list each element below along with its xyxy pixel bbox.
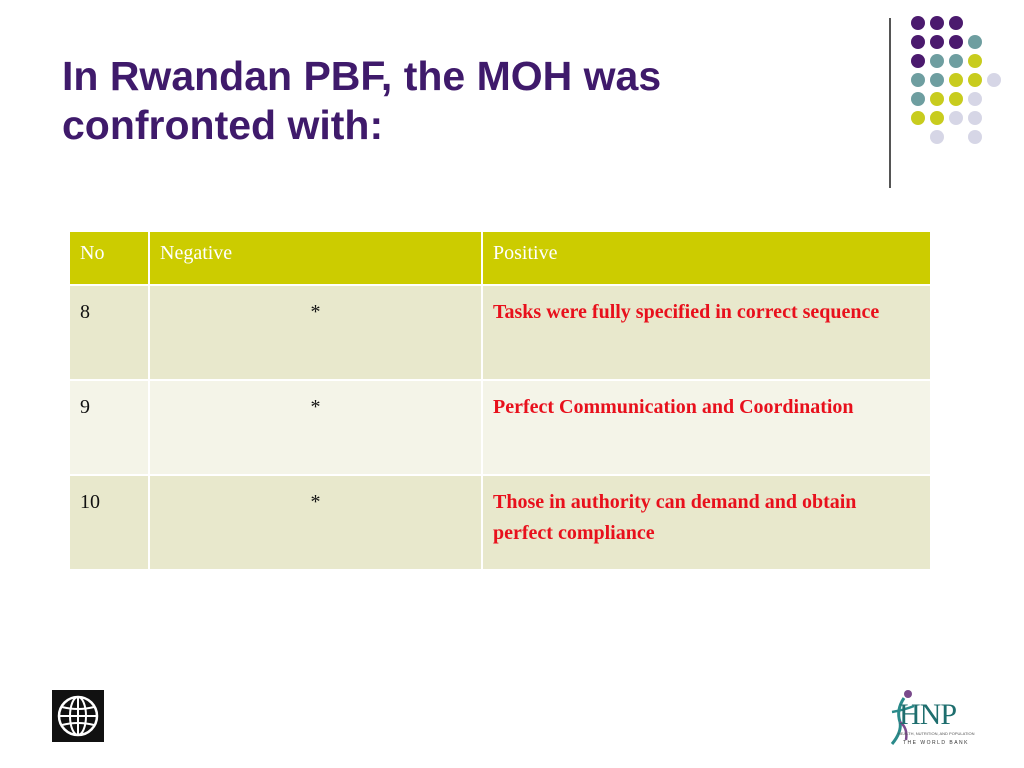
- decorative-dot: [911, 92, 925, 106]
- decorative-dot: [911, 54, 925, 68]
- cell-no: 9: [69, 380, 149, 475]
- decorative-dot: [968, 73, 982, 87]
- cell-no: 8: [69, 285, 149, 380]
- cell-negative: *: [149, 475, 482, 570]
- decorative-dot: [949, 73, 963, 87]
- decorative-dot: [968, 111, 982, 125]
- decorative-dot: [968, 35, 982, 49]
- decorative-dot: [949, 92, 963, 106]
- world-bank-globe-icon: [52, 690, 104, 742]
- hnp-wordmark: HNP: [899, 698, 957, 731]
- decorative-dot: [968, 92, 982, 106]
- decorative-dot: [987, 73, 1001, 87]
- decorative-dot: [968, 130, 982, 144]
- decorative-dot: [911, 111, 925, 125]
- cell-positive: Tasks were fully specified in correct sequence: [482, 285, 931, 380]
- header-positive: Positive: [482, 231, 931, 285]
- hnp-org-name: THE WORLD BANK: [902, 740, 969, 746]
- table-header-row: [69, 231, 931, 285]
- decorative-dot: [930, 16, 944, 30]
- slide-title-line-2: confronted with:: [62, 102, 384, 148]
- comparison-table: [68, 230, 932, 571]
- decorative-dot: [911, 35, 925, 49]
- decorative-divider: [889, 18, 891, 188]
- decorative-dot: [930, 130, 944, 144]
- slide-title-line-1: In Rwandan PBF, the MOH was: [62, 53, 662, 99]
- decorative-dot: [930, 54, 944, 68]
- table-row: [69, 285, 931, 380]
- decorative-dot: [930, 111, 944, 125]
- decorative-dot: [949, 16, 963, 30]
- decorative-dot: [911, 73, 925, 87]
- cell-no: 10: [69, 475, 149, 570]
- cell-negative: *: [149, 380, 482, 475]
- hnp-tagline: HEALTH, NUTRITION, AND POPULATION: [898, 731, 975, 736]
- decorative-dot: [930, 92, 944, 106]
- cell-negative: *: [149, 285, 482, 380]
- table-row: [69, 475, 931, 570]
- decorative-dot: [911, 16, 925, 30]
- decorative-dot: [949, 35, 963, 49]
- decorative-dot: [968, 54, 982, 68]
- slide-title: [62, 52, 822, 150]
- cell-positive: Perfect Communication and Coordination: [482, 380, 931, 475]
- cell-positive: Those in authority can demand and obtain perfect compliance: [482, 475, 931, 570]
- table-row: [69, 380, 931, 475]
- decorative-dot: [949, 111, 963, 125]
- decorative-dot: [949, 54, 963, 68]
- decorative-dot: [930, 35, 944, 49]
- header-no: No: [69, 231, 149, 285]
- header-negative: Negative: [149, 231, 482, 285]
- decorative-dot: [930, 73, 944, 87]
